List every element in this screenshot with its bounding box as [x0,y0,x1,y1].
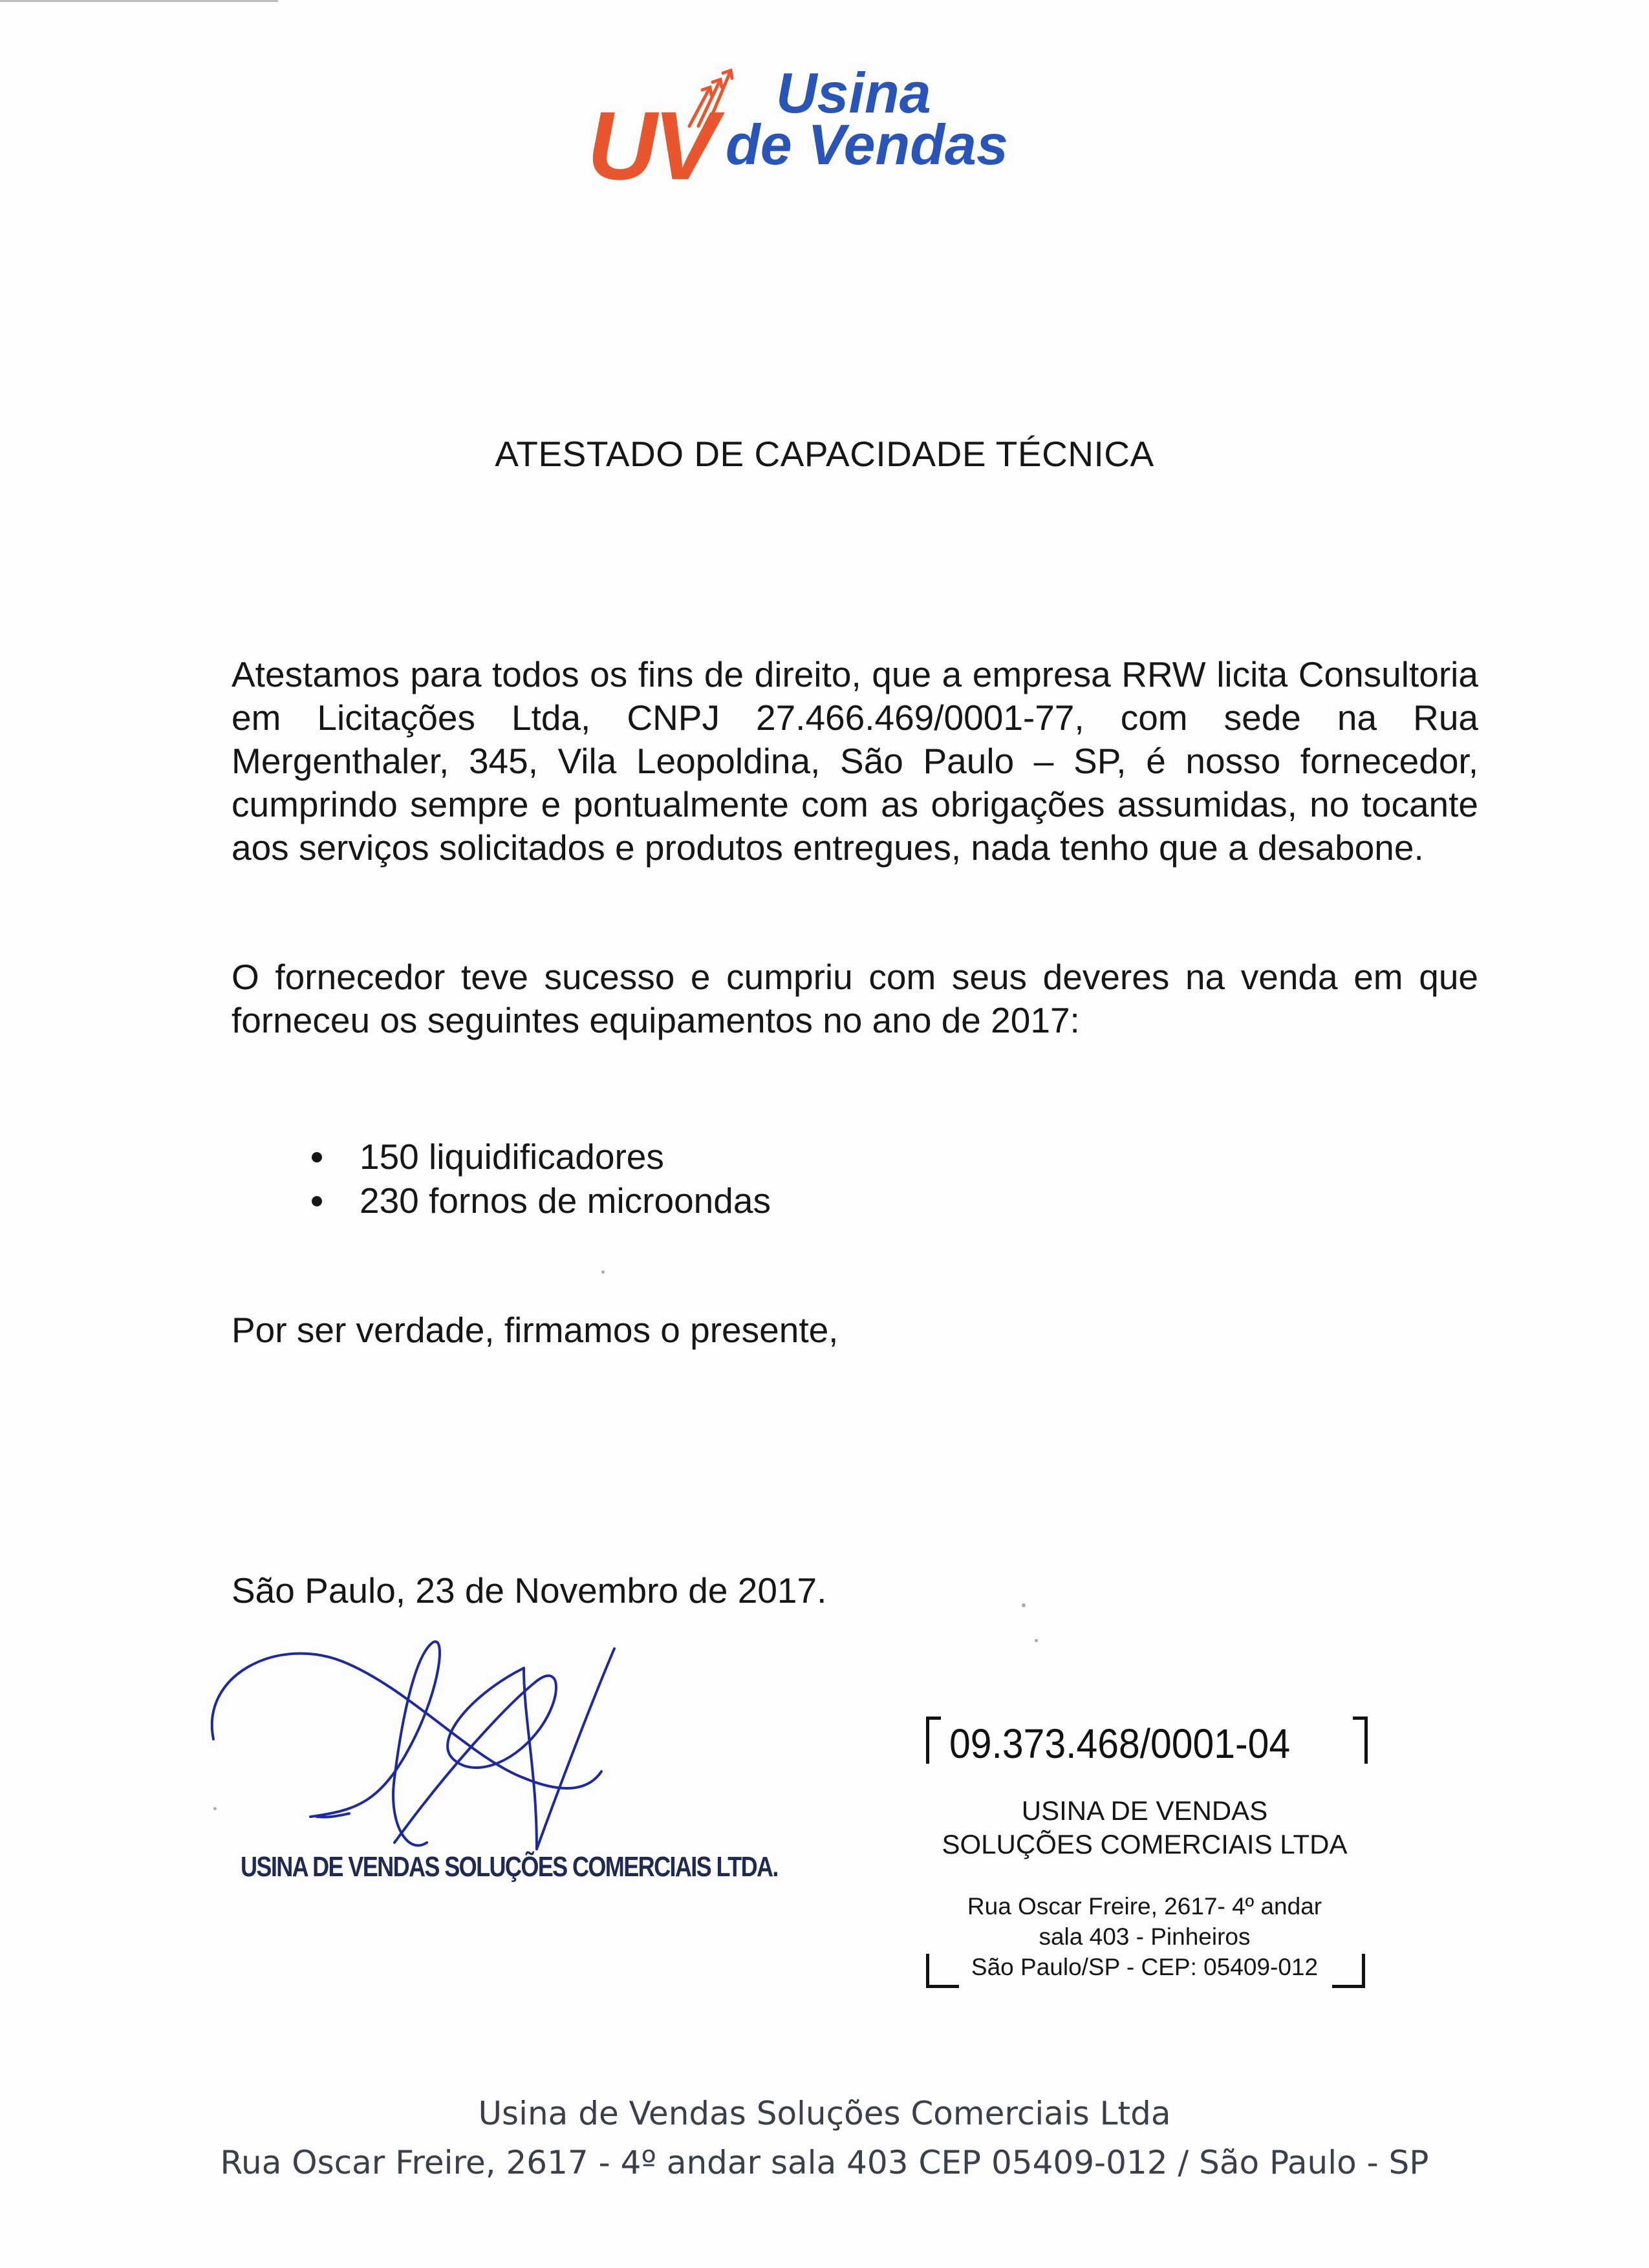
scan-speck [1035,1639,1038,1642]
list-item: 150 liquidificadores [304,1135,771,1179]
footer-company-name: Usina de Vendas Soluções Comerciais Ltda [478,2095,1171,2132]
stamp-address-line2: sala 403 - Pinheiros [1039,1923,1251,1950]
signature-company-name: USINA DE VENDAS SOLUÇÕES COMERCIAIS LTDA. [241,1851,778,1883]
cnpj-number: 09.373.468/0001-04 [949,1720,1291,1767]
stamp-address-line1: Rua Oscar Freire, 2617- 4º andar [967,1893,1322,1920]
stamp-company-line1: USINA DE VENDAS [1021,1795,1268,1826]
logo-word-usina: Usina [776,61,931,125]
date-line: São Paulo, 23 de Novembro de 2017. [232,1570,827,1610]
logo-uv-text: UV [587,91,715,200]
scan-edge-artifact [0,0,278,2]
cnpj-stamp [918,1707,1371,1998]
stamp-bracket [1353,1717,1368,1764]
footer-address: Rua Oscar Freire, 2617 - 4º andar sala 403 CEP 05409-012 / São Paulo - SP [220,2144,1429,2181]
list-item: 230 fornos de microondas [304,1179,771,1223]
logo-word-de-vendas: de Vendas [726,112,1008,177]
stamp-address-line3: São Paulo/SP - CEP: 05409-012 [971,1954,1319,1980]
company-logo [582,58,1022,200]
paragraph-supplier: O fornecedor teve sucesso e cumpriu com seus deveres na venda em que forneceu os seguintes equipamentos no ano de 2017: [232,957,1478,1040]
scan-speck [213,1807,217,1810]
stamp-bracket [926,1717,941,1764]
equipment-list [304,1135,771,1223]
document-title: ATESTADO DE CAPACIDADE TÉCNICA [495,434,1154,474]
closing-statement: Por ser verdade, firmamos o presente, [232,1310,839,1350]
scan-speck [601,1270,605,1274]
stamp-company-line2: SOLUÇÕES COMERCIAIS LTDA [942,1829,1348,1859]
paragraph-attestation: Atestamos para todos os fins de direito, que a empresa RRW licita Consultoria em Licitações Ltda, CNPJ 27.466.469/0001-77, com sede na Rua Mergenthaler, 345, Vila Leopoldina, São Paulo – SP, é nosso fornecedor, cumprindo sempre e pontualmente com as obrigações assumidas, no tocante aos serviços solicitados e produtos entregues, nada tenho que a desabone. [232,654,1478,868]
scan-speck [1022,1603,1026,1607]
handwritten-signature [200,1610,757,1888]
